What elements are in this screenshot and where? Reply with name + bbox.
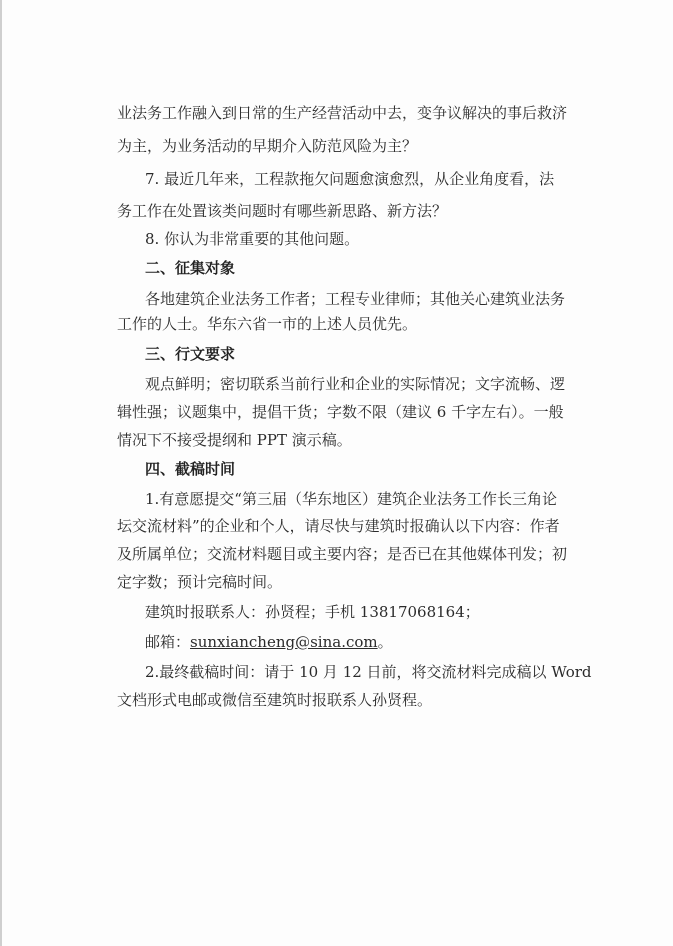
paragraph-line: 各地建筑企业法务工作者；工程专业律师；其他关心建筑业法务: [145, 290, 566, 308]
paragraph-line: 1.有意愿提交“第三届（华东地区）建筑企业法务工作长三角论: [145, 490, 557, 508]
paragraph-line: 工作的人士。华东六省一市的上述人员优先。: [117, 315, 418, 333]
paragraph-line: 情况下不接受提纲和 PPT 演示稿。: [117, 431, 352, 449]
section-heading-targets: 二、征集对象: [145, 259, 236, 277]
question-7-line: 7. 最近几年来，工程款拖欠问题愈演愈烈，从企业角度看，法: [145, 170, 555, 188]
paragraph-line: 业法务工作融入到日常的生产经营活动中去，变争议解决的事后救济: [117, 104, 568, 122]
email-line: [145, 632, 393, 652]
paragraph-line: 为主，为业务活动的早期介入防范风险为主？: [117, 137, 418, 155]
email-period: 。: [377, 633, 393, 651]
section-heading-requirements: 三、行文要求: [145, 345, 236, 363]
email-label: 邮箱：: [145, 633, 191, 651]
question-8-line: 8. 你认为非常重要的其他问题。: [145, 230, 360, 248]
paragraph-line: 观点鲜明；密切联系当前行业和企业的实际情况；文字流畅、逻: [145, 375, 566, 393]
paragraph-line: 务工作在处置该类问题时有哪些新思路、新方法？: [117, 202, 448, 220]
paragraph-line: 定字数；预计完稿时间。: [117, 573, 283, 591]
paragraph-line: 文档形式电邮或微信至建筑时报联系人孙贤程。: [117, 691, 433, 709]
contact-line: 建筑时报联系人：孙贤程；手机 13817068164；: [145, 603, 480, 621]
paragraph-line: 坛交流材料”的企业和个人，请尽快与建筑时报确认以下内容：作者: [117, 517, 560, 535]
paragraph-line: 及所属单位；交流材料题目或主要内容；是否已在其他媒体刊发；初: [117, 545, 568, 563]
scan-edge: [0, 0, 2, 946]
email-link[interactable]: sunxiancheng@sina.com: [190, 633, 378, 651]
paragraph-line: 2.最终截稿时间：请于 10 月 12 日前，将交流材料完成稿以 Word: [145, 663, 592, 681]
section-heading-deadline: 四、截稿时间: [145, 460, 236, 478]
paragraph-line: 辑性强；议题集中，提倡干货；字数不限（建议 6 千字左右）。一般: [117, 403, 564, 421]
